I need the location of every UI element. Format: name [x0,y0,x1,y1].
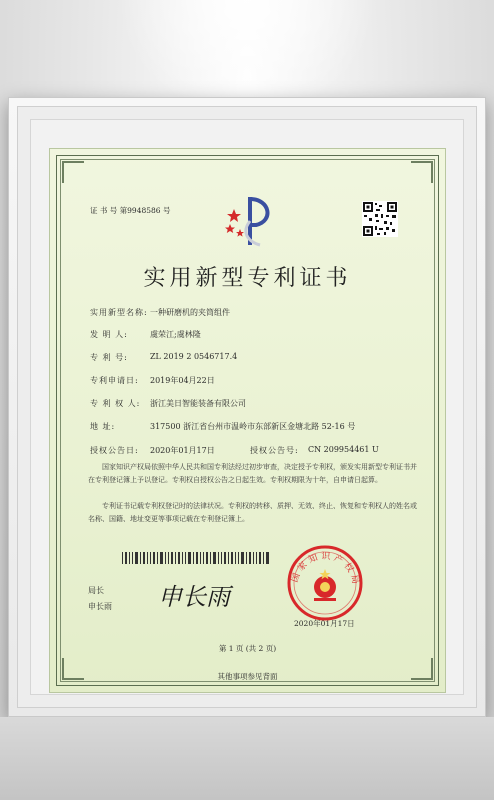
handwritten-signature: 申长雨 [158,583,230,611]
corner-ornament [411,161,433,183]
footer-note: 其他事项参见背面 [217,672,278,681]
patent-office-logo [220,191,280,251]
inventor-label: 发 明 人: [90,330,128,339]
qr-code [362,201,398,237]
address-label: 地 址: [90,422,116,431]
corner-ornament [62,161,84,183]
certificate-title: 实用新型专利证书 [143,266,352,291]
filing-date-label: 专利申请日: [90,376,139,385]
address-value: 317500 浙江省台州市温岭市东部新区金塘北路 52-16 号 [150,422,356,431]
seal-text: 国家知识产权局 [290,551,361,588]
patentee-label: 专 利 权 人: [90,399,141,408]
seal-date: 2020年01月17日 [294,619,355,628]
inventor-value: 虞荣江;虞林隆 [150,330,201,339]
certificate-number: 证 书 号 第9948586 号 [90,206,171,215]
grant-number-value: CN 209954461 U [308,445,379,454]
filing-date-value: 2019年04月22日 [150,376,215,385]
signature-name: 申长雨 [88,602,112,611]
utility-model-name-label: 实用新型名称: [90,308,148,317]
grant-number-label: 授权公告号: [250,446,299,455]
patent-number-label: 专 利 号: [90,353,128,362]
grant-date-label: 授权公告日: [90,446,139,455]
grant-date-value: 2020年01月17日 [150,446,215,455]
official-seal [285,543,365,623]
certificate-paragraph-2: 专利证书记载专利权登记时的法律状况。专利权的转移、质押、无效、终止、恢复和专利权人的姓名或名称、国籍、地址变更等事项记载在专利登记簿上。 [88,502,417,523]
barcode [122,552,272,564]
patentee-value: 浙江美日智能装备有限公司 [150,399,246,408]
signature-title: 局长 [88,586,104,595]
utility-model-name-value: 一种研磨机的夹筒组件 [150,308,230,317]
patent-certificate [49,148,446,693]
floor-shadow [0,717,494,800]
page-marker: 第 1 页 (共 2 页) [218,644,277,653]
patent-number-value: ZL 2019 2 0546717.4 [150,352,238,361]
certificate-paragraph-1: 国家知识产权局依照中华人民共和国专利法经过初步审查，决定授予专利权，颁发实用新型专利证书并在专利登记簿上予以登记。专利权自授权公告之日起生效。专利权期限为十年，自申请日起算。 [88,463,417,484]
